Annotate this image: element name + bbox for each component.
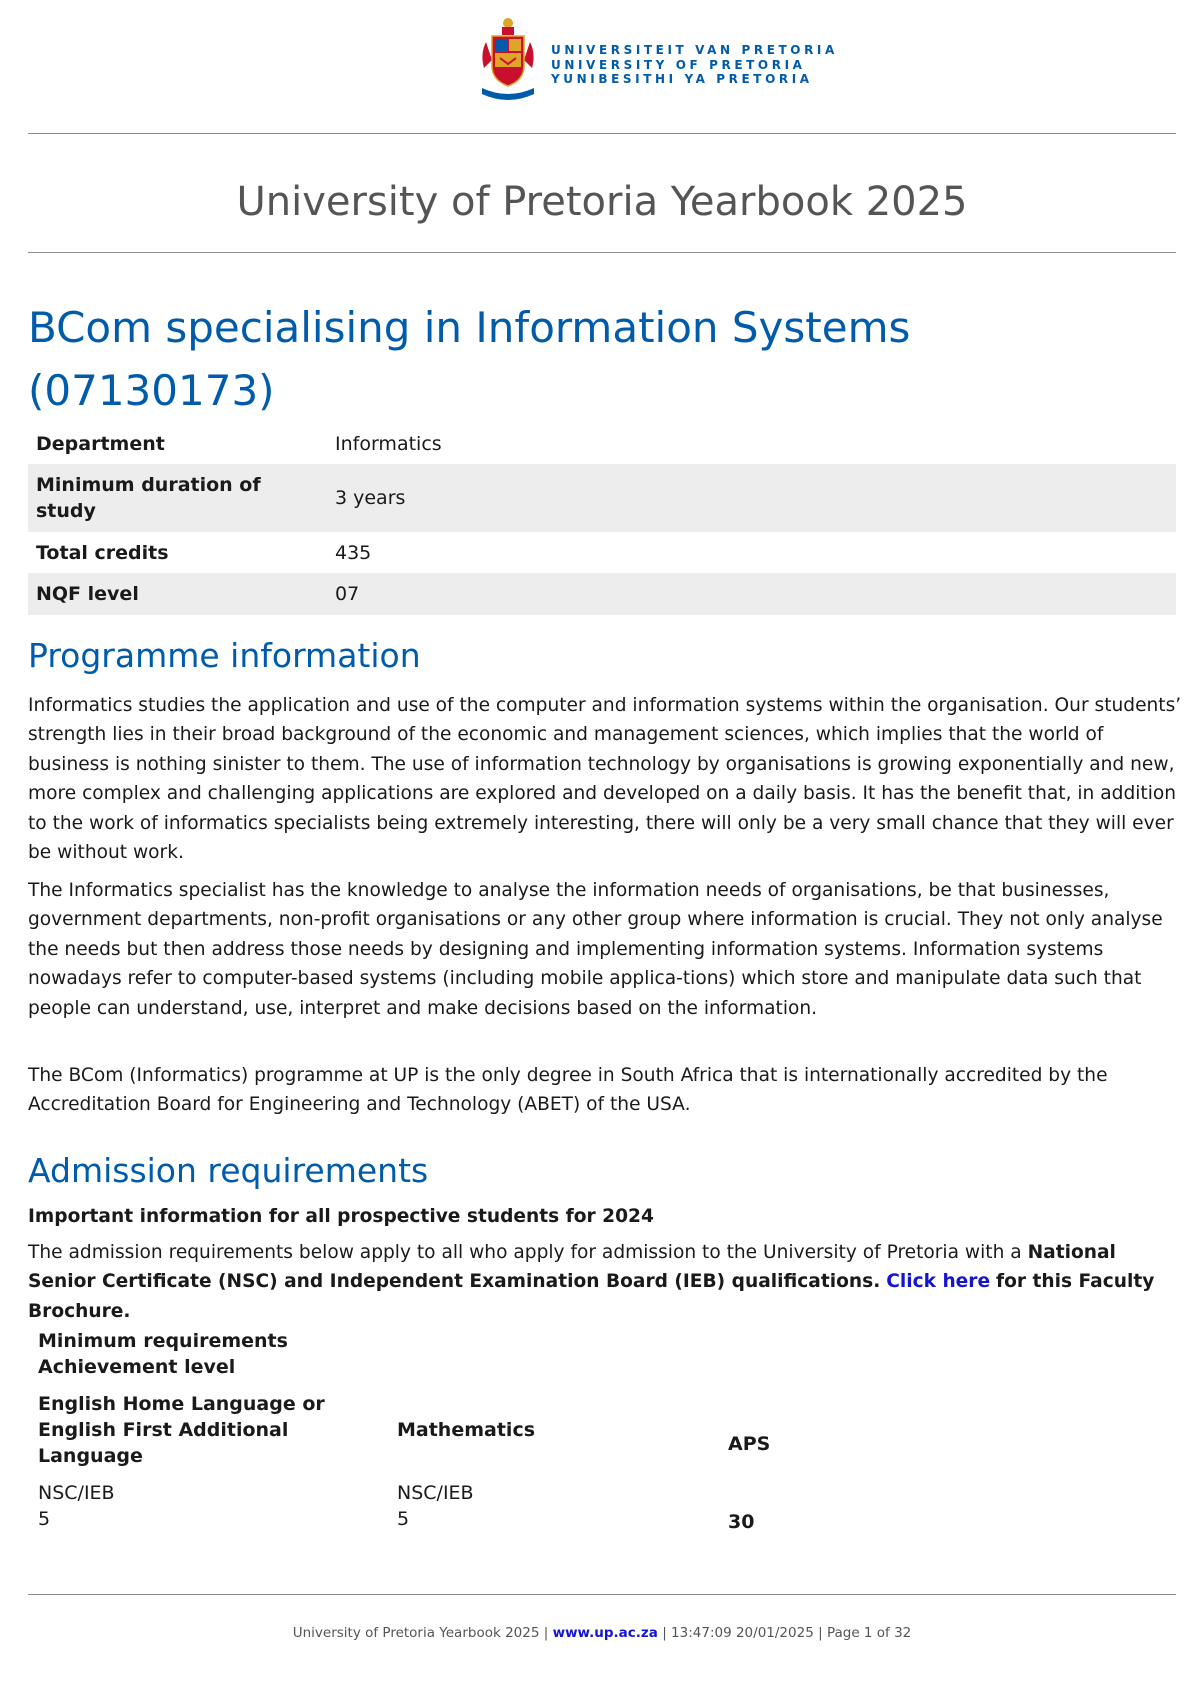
university-logo <box>448 12 868 102</box>
admission-intro-text: The admission requirements below apply to all who apply for admission to the University of Pretoria with a <box>28 1242 1022 1263</box>
programme-title-name: BCom specialising in Information Systems <box>28 303 911 352</box>
footer-separator: | <box>543 1625 549 1641</box>
duration-label: Minimum duration of study <box>28 464 327 532</box>
mathematics-nsc-ieb-label: NSC/IEB <box>397 1482 474 1504</box>
table-row <box>28 424 1176 464</box>
university-crest-icon <box>478 14 538 100</box>
mathematics-level-value: 5 <box>397 1508 410 1530</box>
programme-title <box>28 296 1176 422</box>
aps-header: APS <box>728 1433 771 1455</box>
admission-subheading: Important information for all prospective students for 2024 <box>28 1206 654 1227</box>
english-header-line-3: Language <box>38 1445 143 1467</box>
footer-separator: | <box>662 1625 667 1641</box>
programme-info-paragraph-1: Informatics studies the application and use of the computer and information systems within the organisation. Our students’ strength lies in their broad background of the economic and management sciences, which implies that the world of business is nothing sinister to them. The use of information technology by organisations is growing exponentially and new, more complex and challenging applications are explored and developed on a daily basis. It has the benefit that, in addition to the work of informatics specialists being extremely interesting, there will only be a very small chance that they will ever be without work. <box>28 695 1182 864</box>
english-header-line-2: English First Additional <box>38 1419 289 1441</box>
footer-yearbook-text: University of Pretoria Yearbook 2025 <box>292 1625 540 1641</box>
logo-text-sepedi: YUNIBESITHI YA PRETORIA <box>551 72 813 86</box>
page-footer <box>28 1625 1176 1641</box>
faculty-brochure-link[interactable]: Click here <box>886 1271 991 1293</box>
programme-info-paragraph-2: The Informatics specialist has the knowledge to analyse the information needs of organisations, be that businesses, government departments, non-profit organisations or any other group where information is crucial. They not only analyse the needs but then address those needs by designing and implementing information systems. Information systems nowadays refer to computer-based systems (including mobile applica-tions) which store and manipulate data such that people can understand, use, interpret and make decisions based on the information. <box>28 880 1163 1019</box>
yearbook-title: University of Pretoria Yearbook 2025 <box>236 179 968 225</box>
admission-intro <box>28 1238 1188 1326</box>
logo-text-afrikaans: UNIVERSITEIT VAN PRETORIA <box>551 43 838 57</box>
footer-website-link[interactable]: www.up.ac.za <box>552 1625 658 1641</box>
footer-page-number: Page 1 of 32 <box>826 1625 912 1641</box>
table-row <box>28 573 1176 615</box>
admission-intro-bold: National Senior Certificate (NSC) and Independent Examination Board (IEB) qualifications. <box>28 1242 1116 1293</box>
department-label: Department <box>36 433 165 455</box>
english-level-value: 5 <box>38 1508 51 1530</box>
english-nsc-ieb-label: NSC/IEB <box>38 1482 115 1504</box>
nqf-value: 07 <box>327 573 1176 615</box>
mathematics-header: Mathematics <box>397 1419 536 1441</box>
credits-value: 435 <box>335 541 372 564</box>
title-divider <box>28 252 1176 253</box>
admission-after-link: for this Faculty Brochure. <box>28 1271 1155 1322</box>
duration-value: 3 years <box>327 464 1176 532</box>
header-divider <box>28 133 1176 134</box>
aps-value: 30 <box>728 1511 755 1533</box>
logo-text-english: UNIVERSITY OF PRETORIA <box>551 57 806 72</box>
footer-timestamp: 13:47:09 20/01/2025 <box>671 1625 814 1641</box>
achievement-level-title: Achievement level <box>38 1356 236 1378</box>
english-header-line-1: English Home Language or <box>38 1393 325 1415</box>
requirements-title: Minimum requirements <box>38 1330 288 1352</box>
programme-info-table <box>28 424 1176 615</box>
footer-divider <box>28 1594 1176 1595</box>
yearbook-page <box>28 0 1182 1696</box>
table-row <box>28 464 1176 532</box>
department-value: Informatics <box>335 433 442 455</box>
footer-separator: | <box>818 1625 823 1641</box>
programme-title-code: (07130173) <box>28 366 275 415</box>
nqf-label: NQF level <box>28 573 327 615</box>
table-row <box>28 532 1176 573</box>
credits-label: Total credits <box>36 541 169 564</box>
programme-information-heading: Programme information <box>28 636 421 675</box>
programme-info-paragraph-3: The BCom (Informatics) programme at UP is the only degree in South Africa that is internationally accredited by the Accreditation Board for Engineering and Technology (ABET) of the USA. <box>28 1065 1108 1116</box>
admission-requirements-heading: Admission requirements <box>28 1151 429 1190</box>
